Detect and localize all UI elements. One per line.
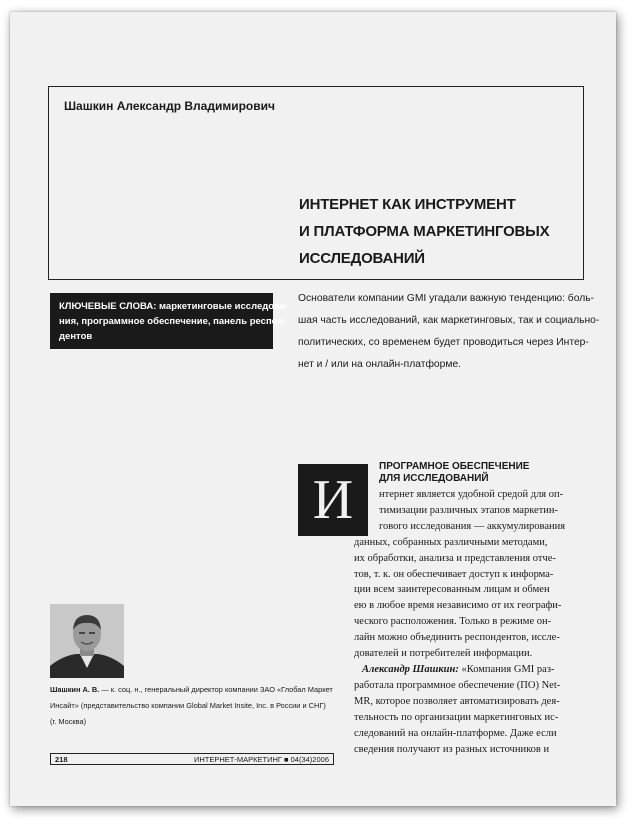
article-title — [299, 191, 579, 272]
header-box — [48, 86, 584, 280]
caption-line — [50, 682, 350, 698]
quote-text: «Компания GMI раз- — [461, 663, 555, 675]
body-line: их обработки, анализа и представления отче- — [354, 552, 556, 564]
page-number: 218 — [55, 755, 68, 764]
body-line: данных, собранных различными методами, — [354, 536, 548, 548]
abstract — [298, 288, 600, 376]
body-line: лайн можно объединить респондентов, иссле- — [354, 632, 560, 644]
caption-text: — к. соц. н., генеральный директор компании ЗАО «Глобал Маркет — [99, 685, 333, 694]
caption-line: (г. Москва) — [50, 717, 87, 726]
quote-line: сведения получают из разных источников и — [354, 743, 550, 755]
caption-line: Инсайт» (представительство компании Global Market Insite, Inc. в России и СНГ) — [50, 701, 326, 710]
body-line: ею в любое время независимо от их географи- — [354, 600, 562, 612]
body-line: тов, т. к. он обеспечивает доступ к информа- — [354, 568, 554, 580]
body-line: тимизации различных этапов маркетин- — [379, 504, 559, 516]
magazine-issue: ИНТЕРНЕТ-МАРКЕТИНГ ■ 04(34)2006 — [193, 755, 329, 764]
title-line: ИССЛЕДОВАНИЙ — [299, 250, 425, 267]
keywords-line: ния, программное обеспечение, панель респон- — [59, 316, 287, 327]
section-heading — [379, 461, 589, 485]
portrait-image — [50, 604, 124, 678]
title-line: И ПЛАТФОРМА МАРКЕТИНГОВЫХ — [299, 223, 550, 240]
abstract-line: Основатели компании GMI угадали важную тенденцию: боль- — [298, 293, 594, 304]
page-footer — [50, 753, 334, 765]
quote-line — [354, 662, 588, 678]
drop-cap: И — [298, 464, 368, 536]
photo-caption — [50, 682, 350, 730]
keywords-box — [50, 293, 289, 349]
magazine-page — [10, 12, 616, 806]
body-text — [354, 487, 588, 757]
body-line: ции всем заинтересованным лицам и обмен — [354, 584, 550, 596]
title-line: ИНТЕРНЕТ КАК ИНСТРУМЕНТ — [299, 196, 516, 213]
abstract-line: нет и / или на онлайн-платформе. — [298, 359, 462, 370]
keywords-line: КЛЮЧЕВЫЕ СЛОВА: маркетинговые исследова- — [59, 301, 289, 312]
section-heading-line: ДЛЯ ИССЛЕДОВАНИЙ — [379, 473, 489, 484]
body-line: нтернет является удобной средой для оп- — [379, 489, 564, 500]
keywords-line: дентов — [59, 331, 93, 342]
body-line: дователей и потребителей информации. — [354, 648, 533, 660]
abstract-line: шая часть исследований, как маркетинговых, так и социально- — [298, 315, 600, 326]
quote-speaker: Александр Шашкин: — [362, 663, 459, 675]
body-line: гового исследования — аккумулирования — [379, 520, 566, 532]
author-name: Шашкин Александр Владимирович — [64, 99, 275, 113]
section-heading-line: ПРОГРАМНОЕ ОБЕСПЕЧЕНИЕ — [379, 461, 530, 472]
quote-line: следований на онлайн-платформе. Даже если — [354, 727, 557, 739]
abstract-line: политических, со временем будет проводиться через Интер- — [298, 337, 589, 348]
body-line: ческого расположения. Только в режиме он- — [354, 616, 552, 628]
quote-line: тельность по организации маркетинговых ис- — [354, 711, 559, 723]
quote-line: MR, которое позволяет автоматизировать дея- — [354, 695, 560, 707]
quote-line: работала программное обеспечение (ПО) Net- — [354, 679, 561, 691]
caption-name: Шашкин А. В. — [50, 685, 100, 694]
author-photo — [50, 604, 124, 678]
